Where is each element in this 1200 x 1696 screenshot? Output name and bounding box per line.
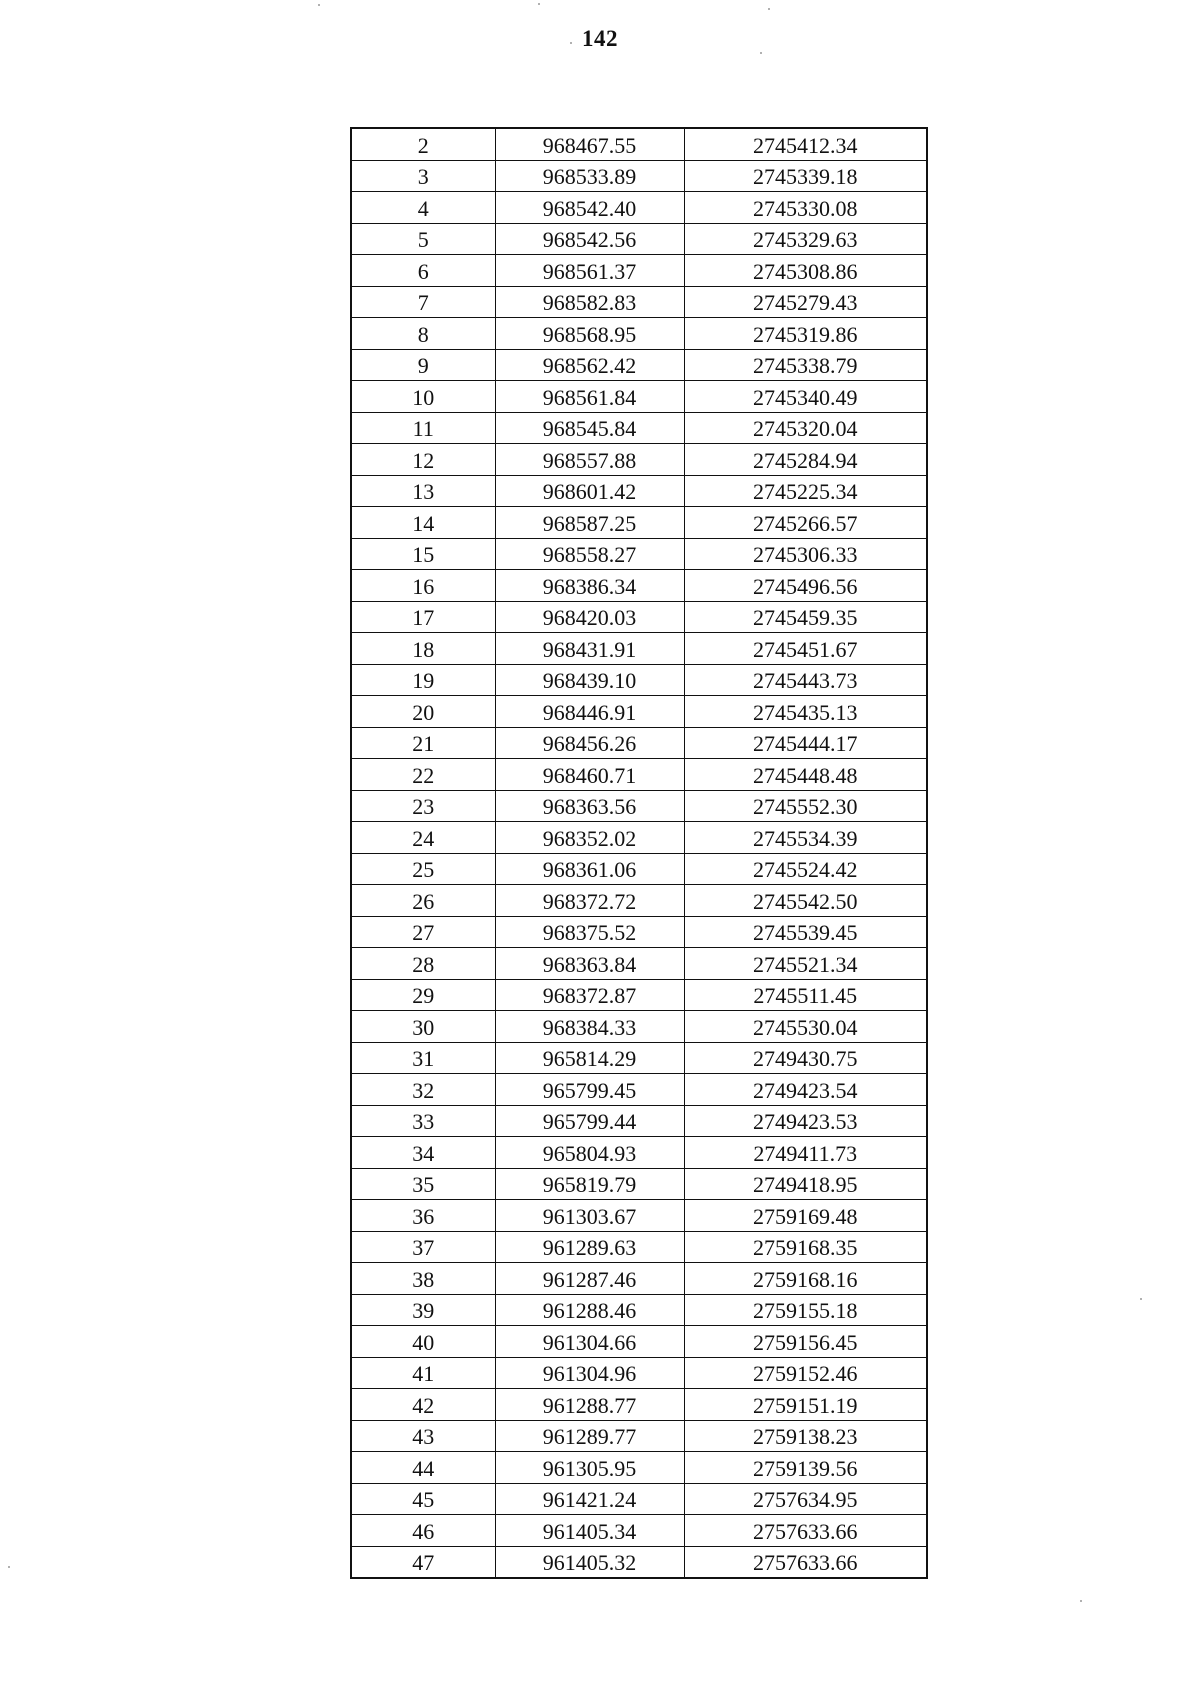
y-coordinate-cell: 2749418.95 (684, 1168, 927, 1200)
table-row (351, 696, 927, 728)
point-number-cell: 44 (351, 1452, 495, 1484)
point-number-cell: 27 (351, 916, 495, 948)
y-coordinate-cell: 2759168.35 (684, 1231, 927, 1263)
y-coordinate-cell: 2759152.46 (684, 1357, 927, 1389)
table-row (351, 664, 927, 696)
x-coordinate-cell: 968372.87 (495, 979, 684, 1011)
table-row (351, 916, 927, 948)
point-number-cell: 29 (351, 979, 495, 1011)
point-number-cell: 25 (351, 853, 495, 885)
x-coordinate-cell: 968601.42 (495, 475, 684, 507)
y-coordinate-cell: 2745266.57 (684, 507, 927, 539)
x-coordinate-cell: 968439.10 (495, 664, 684, 696)
point-number-cell: 31 (351, 1042, 495, 1074)
x-coordinate-cell: 968446.91 (495, 696, 684, 728)
x-coordinate-cell: 968372.72 (495, 885, 684, 917)
x-coordinate-cell: 961304.66 (495, 1326, 684, 1358)
x-coordinate-cell: 965799.45 (495, 1074, 684, 1106)
x-coordinate-cell: 968542.56 (495, 223, 684, 255)
table-row (351, 349, 927, 381)
x-coordinate-cell: 965799.44 (495, 1105, 684, 1137)
y-coordinate-cell: 2757633.66 (684, 1546, 927, 1578)
point-number-cell: 7 (351, 286, 495, 318)
point-number-cell: 13 (351, 475, 495, 507)
scan-speck (1140, 1298, 1142, 1300)
table-row (351, 128, 927, 160)
x-coordinate-cell: 965804.93 (495, 1137, 684, 1169)
y-coordinate-cell: 2745284.94 (684, 444, 927, 476)
x-coordinate-cell: 968363.84 (495, 948, 684, 980)
table-row (351, 1074, 927, 1106)
table-row (351, 822, 927, 854)
point-number-cell: 18 (351, 633, 495, 665)
x-coordinate-cell: 968456.26 (495, 727, 684, 759)
y-coordinate-cell: 2759168.16 (684, 1263, 927, 1295)
y-coordinate-cell: 2759169.48 (684, 1200, 927, 1232)
y-coordinate-cell: 2745330.08 (684, 192, 927, 224)
point-number-cell: 6 (351, 255, 495, 287)
coordinate-table (350, 127, 928, 1579)
table-row (351, 1420, 927, 1452)
table-row (351, 790, 927, 822)
table-row (351, 1294, 927, 1326)
scan-speck (318, 4, 320, 6)
table-row (351, 160, 927, 192)
x-coordinate-cell: 968557.88 (495, 444, 684, 476)
x-coordinate-cell: 968533.89 (495, 160, 684, 192)
x-coordinate-cell: 968420.03 (495, 601, 684, 633)
point-number-cell: 2 (351, 128, 495, 160)
x-coordinate-cell: 965814.29 (495, 1042, 684, 1074)
table-row (351, 1546, 927, 1578)
point-number-cell: 16 (351, 570, 495, 602)
table-row (351, 601, 927, 633)
y-coordinate-cell: 2745308.86 (684, 255, 927, 287)
x-coordinate-cell: 968562.42 (495, 349, 684, 381)
point-number-cell: 15 (351, 538, 495, 570)
table-row (351, 570, 927, 602)
y-coordinate-cell: 2745444.17 (684, 727, 927, 759)
table-row (351, 507, 927, 539)
point-number-cell: 10 (351, 381, 495, 413)
table-row (351, 318, 927, 350)
y-coordinate-cell: 2745443.73 (684, 664, 927, 696)
point-number-cell: 9 (351, 349, 495, 381)
x-coordinate-cell: 965819.79 (495, 1168, 684, 1200)
table-row (351, 444, 927, 476)
x-coordinate-cell: 961288.46 (495, 1294, 684, 1326)
y-coordinate-cell: 2759139.56 (684, 1452, 927, 1484)
table-row (351, 633, 927, 665)
x-coordinate-cell: 961421.24 (495, 1483, 684, 1515)
x-coordinate-cell: 968467.55 (495, 128, 684, 160)
table-row (351, 1263, 927, 1295)
x-coordinate-cell: 968545.84 (495, 412, 684, 444)
x-coordinate-cell: 961289.77 (495, 1420, 684, 1452)
point-number-cell: 28 (351, 948, 495, 980)
y-coordinate-cell: 2745539.45 (684, 916, 927, 948)
y-coordinate-cell: 2749423.54 (684, 1074, 927, 1106)
y-coordinate-cell: 2745524.42 (684, 853, 927, 885)
point-number-cell: 40 (351, 1326, 495, 1358)
x-coordinate-cell: 968568.95 (495, 318, 684, 350)
x-coordinate-cell: 961287.46 (495, 1263, 684, 1295)
y-coordinate-cell: 2745435.13 (684, 696, 927, 728)
y-coordinate-cell: 2749430.75 (684, 1042, 927, 1074)
x-coordinate-cell: 961405.32 (495, 1546, 684, 1578)
y-coordinate-cell: 2745542.50 (684, 885, 927, 917)
x-coordinate-cell: 961305.95 (495, 1452, 684, 1484)
y-coordinate-cell: 2745279.43 (684, 286, 927, 318)
table-row (351, 223, 927, 255)
y-coordinate-cell: 2745339.18 (684, 160, 927, 192)
y-coordinate-cell: 2757633.66 (684, 1515, 927, 1547)
table-row (351, 1231, 927, 1263)
scan-speck (1080, 1600, 1082, 1602)
scan-speck (768, 8, 770, 10)
x-coordinate-cell: 961303.67 (495, 1200, 684, 1232)
point-number-cell: 11 (351, 412, 495, 444)
table-row (351, 286, 927, 318)
y-coordinate-cell: 2745329.63 (684, 223, 927, 255)
x-coordinate-cell: 968384.33 (495, 1011, 684, 1043)
y-coordinate-cell: 2759151.19 (684, 1389, 927, 1421)
y-coordinate-cell: 2745521.34 (684, 948, 927, 980)
scan-speck (538, 3, 540, 5)
y-coordinate-cell: 2745412.34 (684, 128, 927, 160)
point-number-cell: 43 (351, 1420, 495, 1452)
y-coordinate-cell: 2745320.04 (684, 412, 927, 444)
x-coordinate-cell: 968375.52 (495, 916, 684, 948)
y-coordinate-cell: 2749411.73 (684, 1137, 927, 1169)
table-row (351, 381, 927, 413)
y-coordinate-cell: 2759138.23 (684, 1420, 927, 1452)
y-coordinate-cell: 2745225.34 (684, 475, 927, 507)
point-number-cell: 19 (351, 664, 495, 696)
y-coordinate-cell: 2757634.95 (684, 1483, 927, 1515)
x-coordinate-cell: 968558.27 (495, 538, 684, 570)
table-row (351, 885, 927, 917)
x-coordinate-cell: 968431.91 (495, 633, 684, 665)
point-number-cell: 12 (351, 444, 495, 476)
point-number-cell: 3 (351, 160, 495, 192)
x-coordinate-cell: 961304.96 (495, 1357, 684, 1389)
x-coordinate-cell: 961405.34 (495, 1515, 684, 1547)
coordinate-table-body (351, 128, 927, 1578)
table-row (351, 948, 927, 980)
scan-speck (8, 1566, 10, 1568)
y-coordinate-cell: 2745552.30 (684, 790, 927, 822)
x-coordinate-cell: 968561.37 (495, 255, 684, 287)
point-number-cell: 17 (351, 601, 495, 633)
table-row (351, 412, 927, 444)
y-coordinate-cell: 2745511.45 (684, 979, 927, 1011)
x-coordinate-cell: 968352.02 (495, 822, 684, 854)
y-coordinate-cell: 2745319.86 (684, 318, 927, 350)
point-number-cell: 23 (351, 790, 495, 822)
x-coordinate-cell: 961288.77 (495, 1389, 684, 1421)
point-number-cell: 22 (351, 759, 495, 791)
point-number-cell: 42 (351, 1389, 495, 1421)
table-row (351, 1011, 927, 1043)
point-number-cell: 33 (351, 1105, 495, 1137)
y-coordinate-cell: 2759155.18 (684, 1294, 927, 1326)
point-number-cell: 8 (351, 318, 495, 350)
scan-speck (570, 42, 572, 44)
table-row (351, 1452, 927, 1484)
table-row (351, 979, 927, 1011)
table-row (351, 853, 927, 885)
y-coordinate-cell: 2745448.48 (684, 759, 927, 791)
table-row (351, 1326, 927, 1358)
table-row (351, 192, 927, 224)
table-row (351, 1515, 927, 1547)
y-coordinate-cell: 2745534.39 (684, 822, 927, 854)
table-row (351, 1168, 927, 1200)
point-number-cell: 4 (351, 192, 495, 224)
page-number: 142 (582, 26, 618, 51)
point-number-cell: 47 (351, 1546, 495, 1578)
x-coordinate-cell: 961289.63 (495, 1231, 684, 1263)
table-row (351, 475, 927, 507)
point-number-cell: 5 (351, 223, 495, 255)
point-number-cell: 21 (351, 727, 495, 759)
y-coordinate-cell: 2745338.79 (684, 349, 927, 381)
point-number-cell: 32 (351, 1074, 495, 1106)
point-number-cell: 45 (351, 1483, 495, 1515)
x-coordinate-cell: 968582.83 (495, 286, 684, 318)
x-coordinate-cell: 968363.56 (495, 790, 684, 822)
y-coordinate-cell: 2745530.04 (684, 1011, 927, 1043)
point-number-cell: 37 (351, 1231, 495, 1263)
table-row (351, 1137, 927, 1169)
table-row (351, 1357, 927, 1389)
point-number-cell: 30 (351, 1011, 495, 1043)
table-row (351, 759, 927, 791)
x-coordinate-cell: 968587.25 (495, 507, 684, 539)
point-number-cell: 20 (351, 696, 495, 728)
scan-speck (760, 52, 762, 54)
point-number-cell: 46 (351, 1515, 495, 1547)
point-number-cell: 41 (351, 1357, 495, 1389)
x-coordinate-cell: 968542.40 (495, 192, 684, 224)
point-number-cell: 38 (351, 1263, 495, 1295)
point-number-cell: 14 (351, 507, 495, 539)
x-coordinate-cell: 968361.06 (495, 853, 684, 885)
table-row (351, 255, 927, 287)
table-row (351, 1105, 927, 1137)
y-coordinate-cell: 2759156.45 (684, 1326, 927, 1358)
point-number-cell: 34 (351, 1137, 495, 1169)
x-coordinate-cell: 968460.71 (495, 759, 684, 791)
y-coordinate-cell: 2745496.56 (684, 570, 927, 602)
y-coordinate-cell: 2745306.33 (684, 538, 927, 570)
point-number-cell: 36 (351, 1200, 495, 1232)
table-row (351, 538, 927, 570)
y-coordinate-cell: 2745340.49 (684, 381, 927, 413)
point-number-cell: 26 (351, 885, 495, 917)
x-coordinate-cell: 968386.34 (495, 570, 684, 602)
table-row (351, 1042, 927, 1074)
point-number-cell: 39 (351, 1294, 495, 1326)
table-row (351, 1200, 927, 1232)
y-coordinate-cell: 2749423.53 (684, 1105, 927, 1137)
table-row (351, 1389, 927, 1421)
table-row (351, 727, 927, 759)
point-number-cell: 24 (351, 822, 495, 854)
x-coordinate-cell: 968561.84 (495, 381, 684, 413)
y-coordinate-cell: 2745451.67 (684, 633, 927, 665)
point-number-cell: 35 (351, 1168, 495, 1200)
y-coordinate-cell: 2745459.35 (684, 601, 927, 633)
table-row (351, 1483, 927, 1515)
